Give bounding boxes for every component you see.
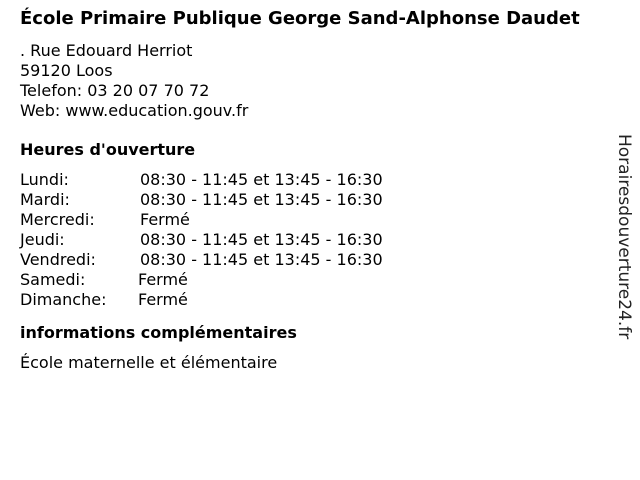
place-details [20, 8, 610, 373]
address-street: . Rue Edouard Herriot [20, 41, 193, 60]
day-label: Mardi: [20, 190, 70, 209]
day-label: Lundi: [20, 170, 69, 189]
hours-value: Fermé [138, 290, 188, 309]
hours-row-sunday [20, 290, 610, 310]
hours-row-friday [20, 250, 610, 270]
info-text: École maternelle et élémentaire [20, 353, 278, 372]
info-heading: informations complémentaires [20, 323, 297, 342]
hours-value: 08:30 - 11:45 et 13:45 - 16:30 [140, 170, 383, 189]
website: Web: www.education.gouv.fr [20, 101, 249, 120]
hours-row-saturday [20, 270, 610, 290]
site-watermark: Horairesdouverture24.fr [614, 134, 634, 340]
day-label: Dimanche: [20, 290, 107, 309]
hours-row-monday [20, 170, 610, 190]
hours-row-wednesday [20, 210, 610, 230]
opening-hours-table [20, 170, 610, 310]
hours-value: 08:30 - 11:45 et 13:45 - 16:30 [140, 190, 383, 209]
address-block [20, 41, 610, 121]
hours-row-thursday [20, 230, 610, 250]
day-label: Vendredi: [20, 250, 96, 269]
day-label: Jeudi: [20, 230, 65, 249]
page-title: École Primaire Publique George Sand-Alphonse Daudet [20, 8, 580, 29]
phone-number: Telefon: 03 20 07 70 72 [20, 81, 210, 100]
hours-value: 08:30 - 11:45 et 13:45 - 16:30 [140, 250, 383, 269]
address-city: 59120 Loos [20, 61, 113, 80]
hours-value: Fermé [140, 210, 190, 229]
day-label: Mercredi: [20, 210, 95, 229]
hours-heading: Heures d'ouverture [20, 140, 196, 159]
day-label: Samedi: [20, 270, 86, 289]
hours-value: 08:30 - 11:45 et 13:45 - 16:30 [140, 230, 383, 249]
hours-row-tuesday [20, 190, 610, 210]
hours-value: Fermé [138, 270, 188, 289]
